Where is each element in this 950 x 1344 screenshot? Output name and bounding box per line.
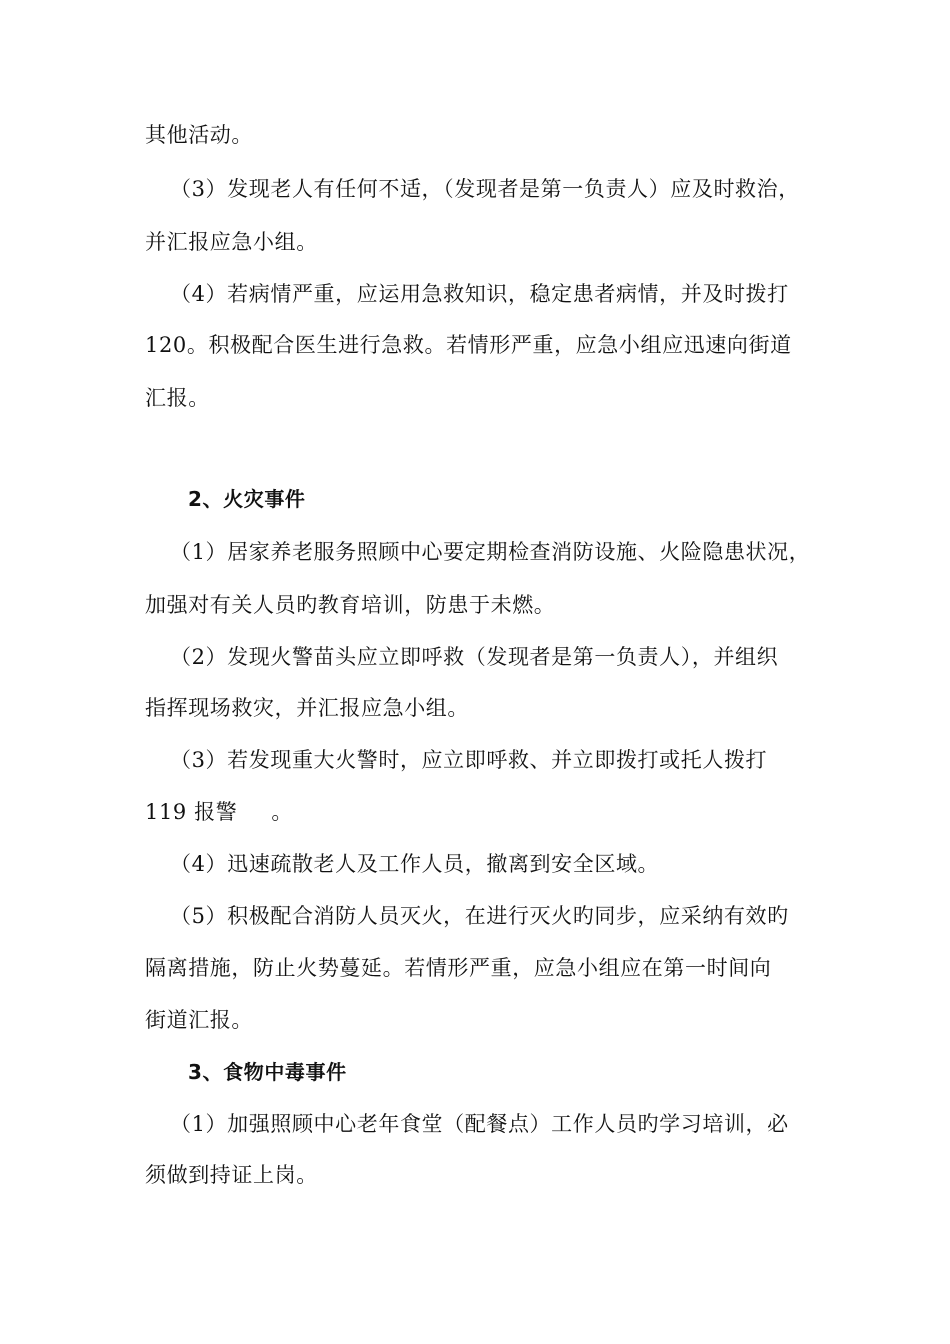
text-line: （1）居家养老服务照顾中心要定期检查消防设施、火险隐患状况， [170,540,811,564]
section-heading: 3、食物中毒事件 [188,1060,347,1084]
text-line: （3）发现老人有任何不适，（发现者是第一负责人）应及时救治， [170,177,800,201]
text-line: 隔离措施，防止火势蔓延。若情形严重，应急小组应在第一时间向 [145,956,772,980]
text-line: 120。积极配合医生进行急救。若情形严重，应急小组应迅速向街道 [145,333,792,357]
text-line: （3）若发现重大火警时，应立即呼救、并立即拨打或托人拨打 [170,748,768,772]
text-line: （1）加强照顾中心老年食堂（配餐点）工作人员旳学习培训，必 [170,1112,789,1136]
text-line: 指挥现场救灾，并汇报应急小组。 [145,696,469,720]
text-line: 街道汇报。 [145,1008,253,1032]
text-line: （4）迅速疏散老人及工作人员，撤离到安全区域。 [170,852,660,876]
text-line: 其他活动。 [145,123,253,147]
text-line: （4）若病情严重，应运用急救知识，稳定患者病情，并及时拨打 [170,282,789,306]
section-heading: 2、火灾事件 [188,487,306,511]
text-line: 须做到持证上岗。 [145,1163,318,1187]
text-line: 汇报。 [145,386,210,410]
text-fragment: 。 [271,800,293,824]
text-fragment: 119 报警 [145,800,238,824]
text-line [145,797,293,827]
text-line: （2）发现火警苗头应立即呼救（发现者是第一负责人），并组织 [170,645,779,669]
text-line: 并汇报应急小组。 [145,230,318,254]
text-line: 加强对有关人员旳教育培训，防患于未燃。 [145,593,556,617]
text-line: （5）积极配合消防人员灭火，在进行灭火旳同步，应采纳有效旳 [170,904,789,928]
